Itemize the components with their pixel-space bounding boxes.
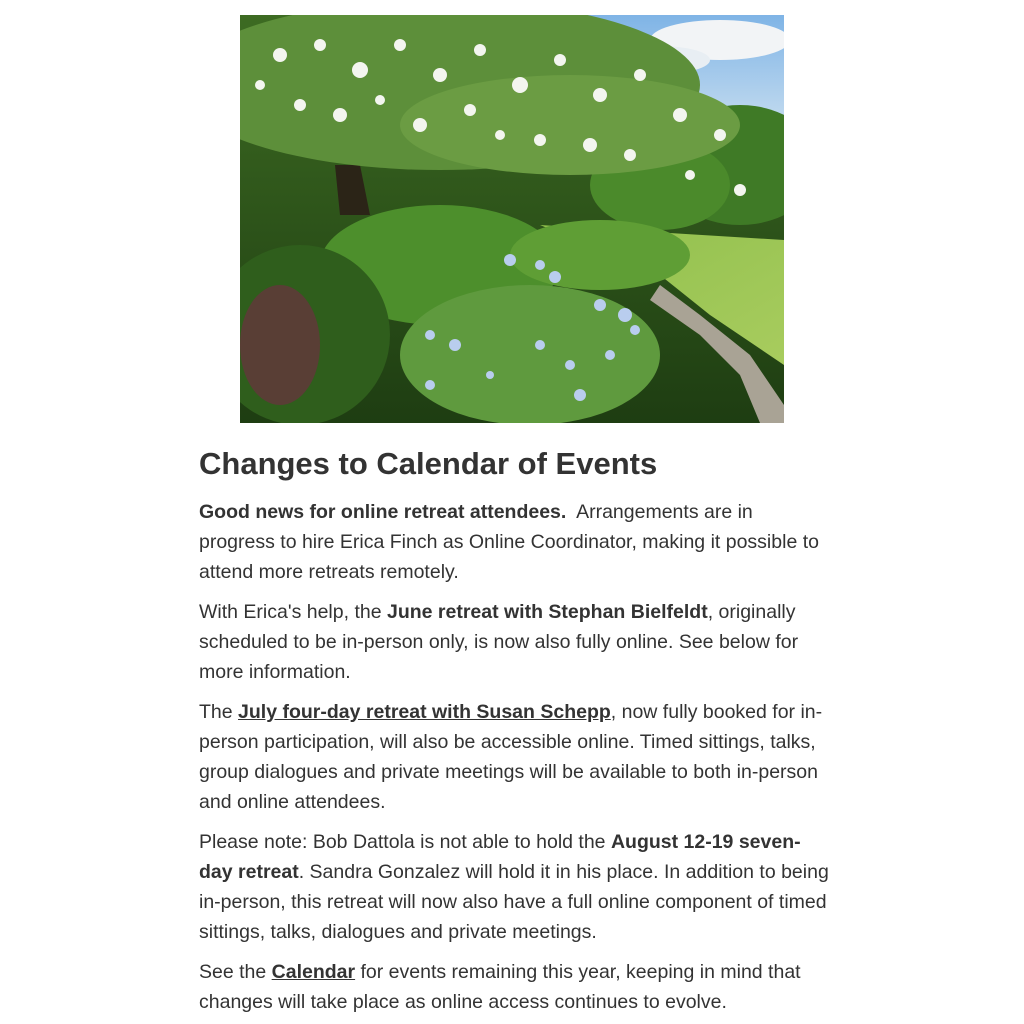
paragraph-july-retreat: [199, 697, 829, 817]
calendar-link[interactable]: Calendar: [271, 961, 356, 983]
paragraph-text: , now fully booked for in-person participation, will also be accessible online. Timed sittings, talks, group dialogues and private meetings will be available to both in-person and online attendees.: [199, 701, 823, 813]
june-retreat-name: June retreat with Stephan Bielfeldt: [386, 601, 708, 623]
august-retreat-name: August 12-19 seven-day retreat: [199, 831, 801, 883]
paragraph-text: , originally scheduled to be in-person only, is now also fully online. See below for more information.: [199, 601, 799, 683]
paragraph-august-retreat: [199, 827, 829, 947]
lead-text: Good news for online retreat attendees.: [199, 501, 567, 523]
paragraph-text: See the: [199, 961, 272, 983]
paragraph-text: With Erica's help, the: [199, 601, 387, 623]
paragraph-online-news: [199, 497, 829, 587]
july-retreat-link[interactable]: July four-day retreat with Susan Schepp: [238, 701, 611, 723]
paragraph-text: . Sandra Gonzalez will hold it in his place. In addition to being in-person, this retreat will now also have a full online component of timed sittings, talks, dialogues and private meetings.: [199, 861, 829, 943]
paragraph-text: Arrangements are in progress to hire Erica Finch as Online Coordinator, making it possible to attend more retreats remotely.: [199, 501, 819, 583]
paragraph-june-retreat: [199, 597, 829, 687]
page-title: Changes to Calendar of Events: [199, 446, 658, 481]
hero-image: [240, 15, 784, 423]
paragraph-text: The: [199, 701, 239, 723]
article: [199, 443, 829, 1024]
paragraph-text: Please note: Bob Dattola is not able to hold the: [199, 831, 611, 853]
garden-photo-illustration: [240, 15, 784, 423]
paragraph-calendar: [199, 957, 829, 1017]
paragraph-text: for events remaining this year, keeping in mind that changes will take place as online access continues to evolve.: [199, 961, 801, 1013]
